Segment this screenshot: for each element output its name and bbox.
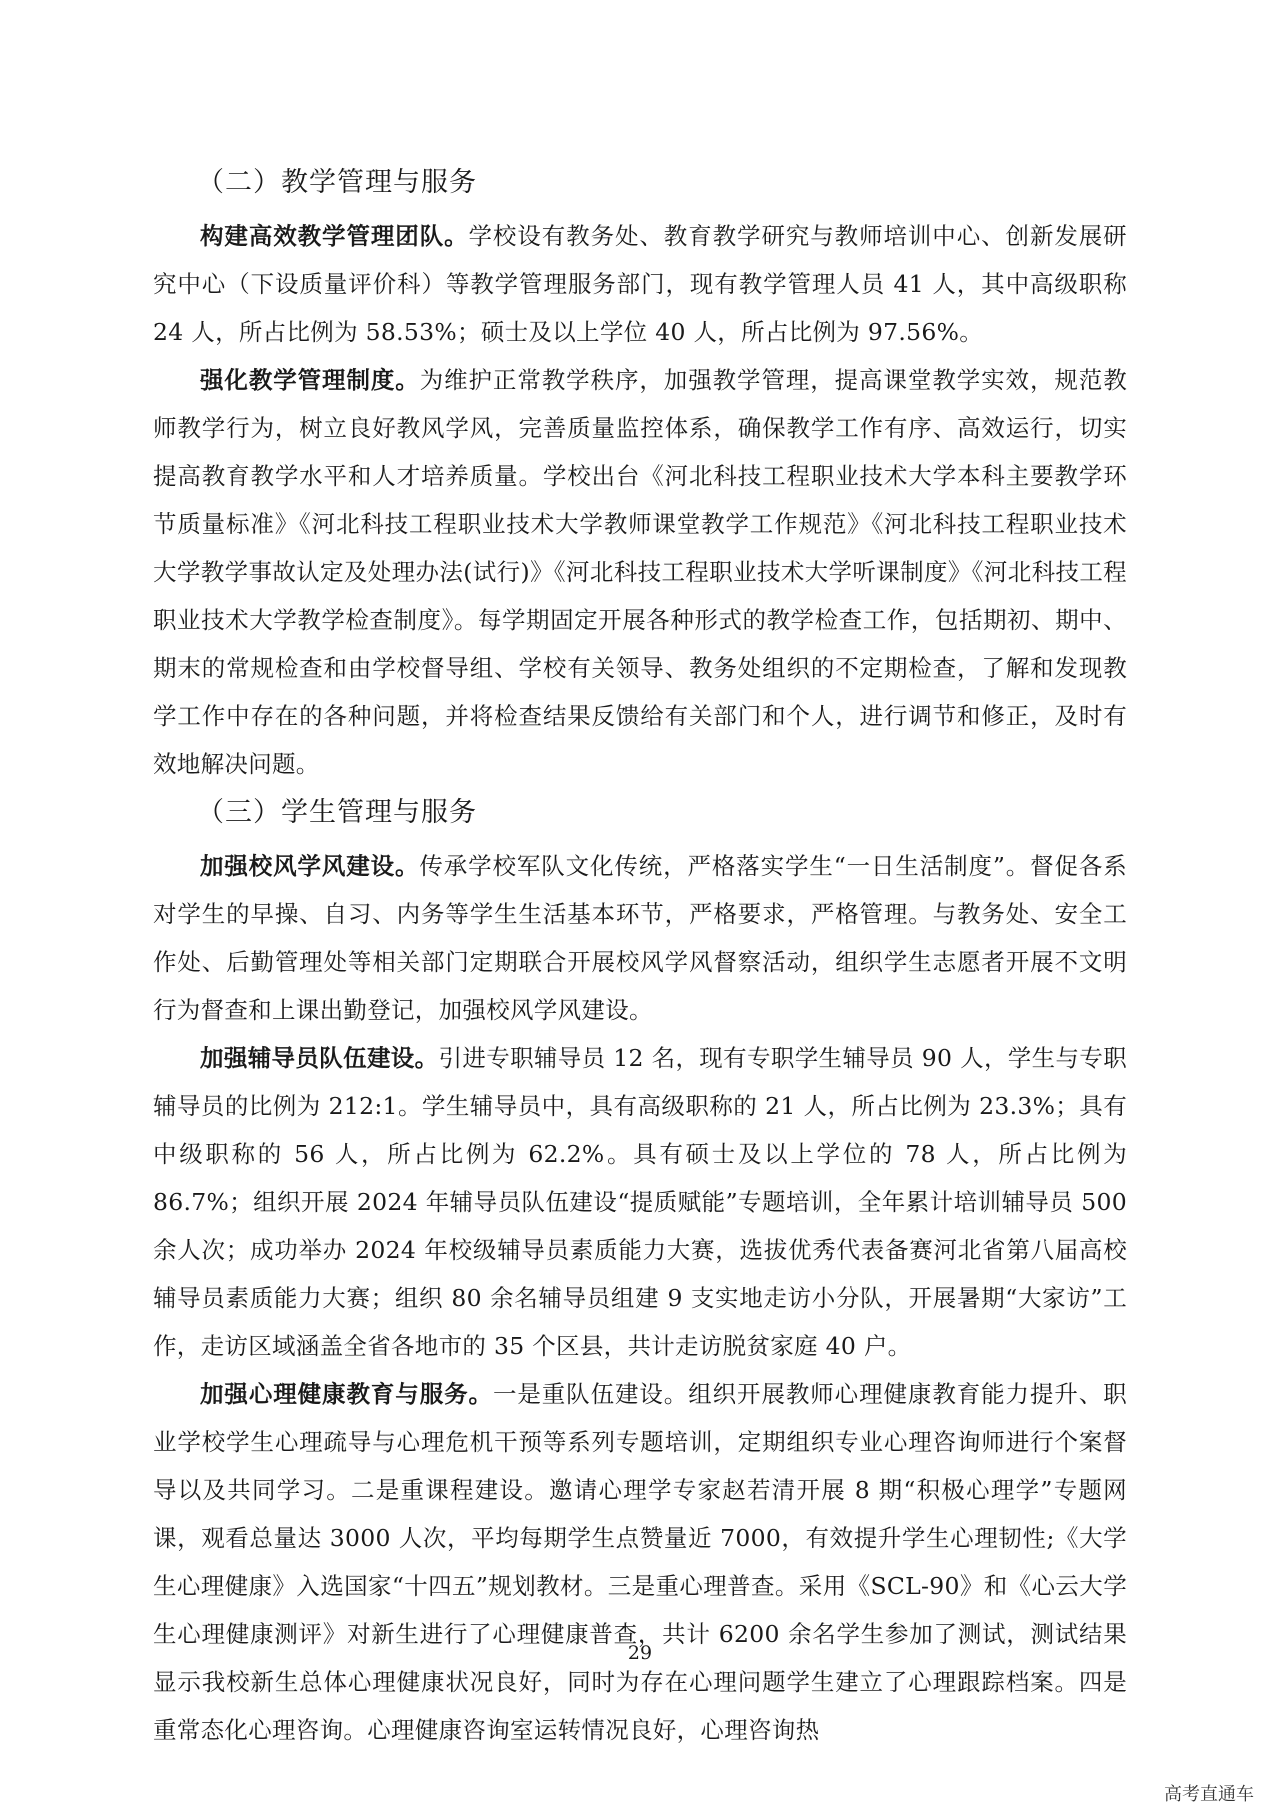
paragraph-lead: 加强心理健康教育与服务。 <box>200 1380 493 1408</box>
page-content <box>153 160 1127 1754</box>
paragraph-teaching-team <box>153 212 1127 356</box>
paragraph-text: 学校设有教务处、教育教学研究与教师培训中心、创新发展研究中心（下设质量评价科）等教学管理服务部门，现有教学管理人员 41 人，其中高级职称 24 人，所占比例为 58.53%；硕士及以上学位 40 人，所占比例为 97.56%。 <box>153 222 1127 346</box>
paragraph-mental-health <box>153 1370 1127 1754</box>
paragraph-lead: 强化教学管理制度。 <box>200 366 420 394</box>
section-heading-student-management: （三）学生管理与服务 <box>197 797 477 828</box>
paragraph-lead: 加强辅导员队伍建设。 <box>200 1044 439 1072</box>
paragraph-text: 为维护正常教学秩序，加强教学管理，提高课堂教学实效，规范教师教学行为，树立良好教风学风，完善质量监控体系，确保教学工作有序、高效运行，切实提高教育教学水平和人才培养质量。学校出台《河北科技工程职业技术大学本科主要教学环节质量标准》《河北科技工程职业技术大学教师课堂教学工作规范》《河北科技工程职业技术大学教学事故认定及处理办法(试行)》《河北科技工程职业技术大学听课制度》《河北科技工程职业技术大学教学检查制度》。每学期固定开展各种形式的教学检查工作，包括期初、期中、期末的常规检查和由学校督导组、学校有关领导、教务处组织的不定期检查，了解和发现教学工作中存在的各种问题，并将检查结果反馈给有关部门和个人，进行调节和修正，及时有效地解决问题。 <box>153 366 1127 778</box>
paragraph-school-spirit <box>153 842 1127 1034</box>
paragraph-teaching-system <box>153 356 1127 788</box>
watermark-text: 高考直通车 <box>1164 1784 1254 1805</box>
paragraph-text: 传承学校军队文化传统，严格落实学生“一日生活制度”。督促各系对学生的早操、自习、内务等学生生活基本环节，严格要求，严格管理。与教务处、安全工作处、后勤管理处等相关部门定期联合开展校风学风督察活动，组织学生志愿者开展不文明行为督查和上课出勤登记，加强校风学风建设。 <box>153 852 1127 1024</box>
paragraph-counselor-team <box>153 1034 1127 1370</box>
section-heading-teaching-management: （二）教学管理与服务 <box>197 167 477 198</box>
page-number: 29 <box>627 1642 653 1664</box>
paragraph-text: 引进专职辅导员 12 名，现有专职学生辅导员 90 人，学生与专职辅导员的比例为 212:1。学生辅导员中，具有高级职称的 21 人，所占比例为 23.3%；具有中级职称的 56 人，所占比例为 62.2%。具有硕士及以上学位的 78 人，所占比例为 86.7%；组织开展 2024 年辅导员队伍建设“提质赋能”专题培训，全年累计培训辅导员 500 余人次；成功举办 2024 年校级辅导员素质能力大赛，选拔优秀代表备赛河北省第八届高校辅导员素质能力大赛；组织 80 余名辅导员组建 9 支实地走访小分队，开展暑期“大家访”工作，走访区域涵盖全省各地市的 35 个区县，共计走访脱贫家庭 40 户。 <box>153 1044 1128 1360</box>
paragraph-lead: 构建高效教学管理团队。 <box>200 222 469 250</box>
paragraph-text: 一是重队伍建设。组织开展教师心理健康教育能力提升、职业学校学生心理疏导与心理危机干预等系列专题培训，定期组织专业心理咨询师进行个案督导以及共同学习。二是重课程建设。邀请心理学专家赵若清开展 8 期“积极心理学”专题网课，观看总量达 3000 人次，平均每期学生点赞量近 7000，有效提升学生心理韧性;《大学生心理健康》入选国家“十四五”规划教材。三是重心理普查。采用《SCL-90》和《心云大学生心理健康测评》对新生进行了心理健康普查，共计 6200 余名学生参加了测试，测试结果显示我校新生总体心理健康状况良好，同时为存在心理问题学生建立了心理跟踪档案。四是重常态化心理咨询。心理健康咨询室运转情况良好，心理咨询热 <box>153 1380 1127 1744</box>
paragraph-lead: 加强校风学风建设。 <box>200 852 420 880</box>
